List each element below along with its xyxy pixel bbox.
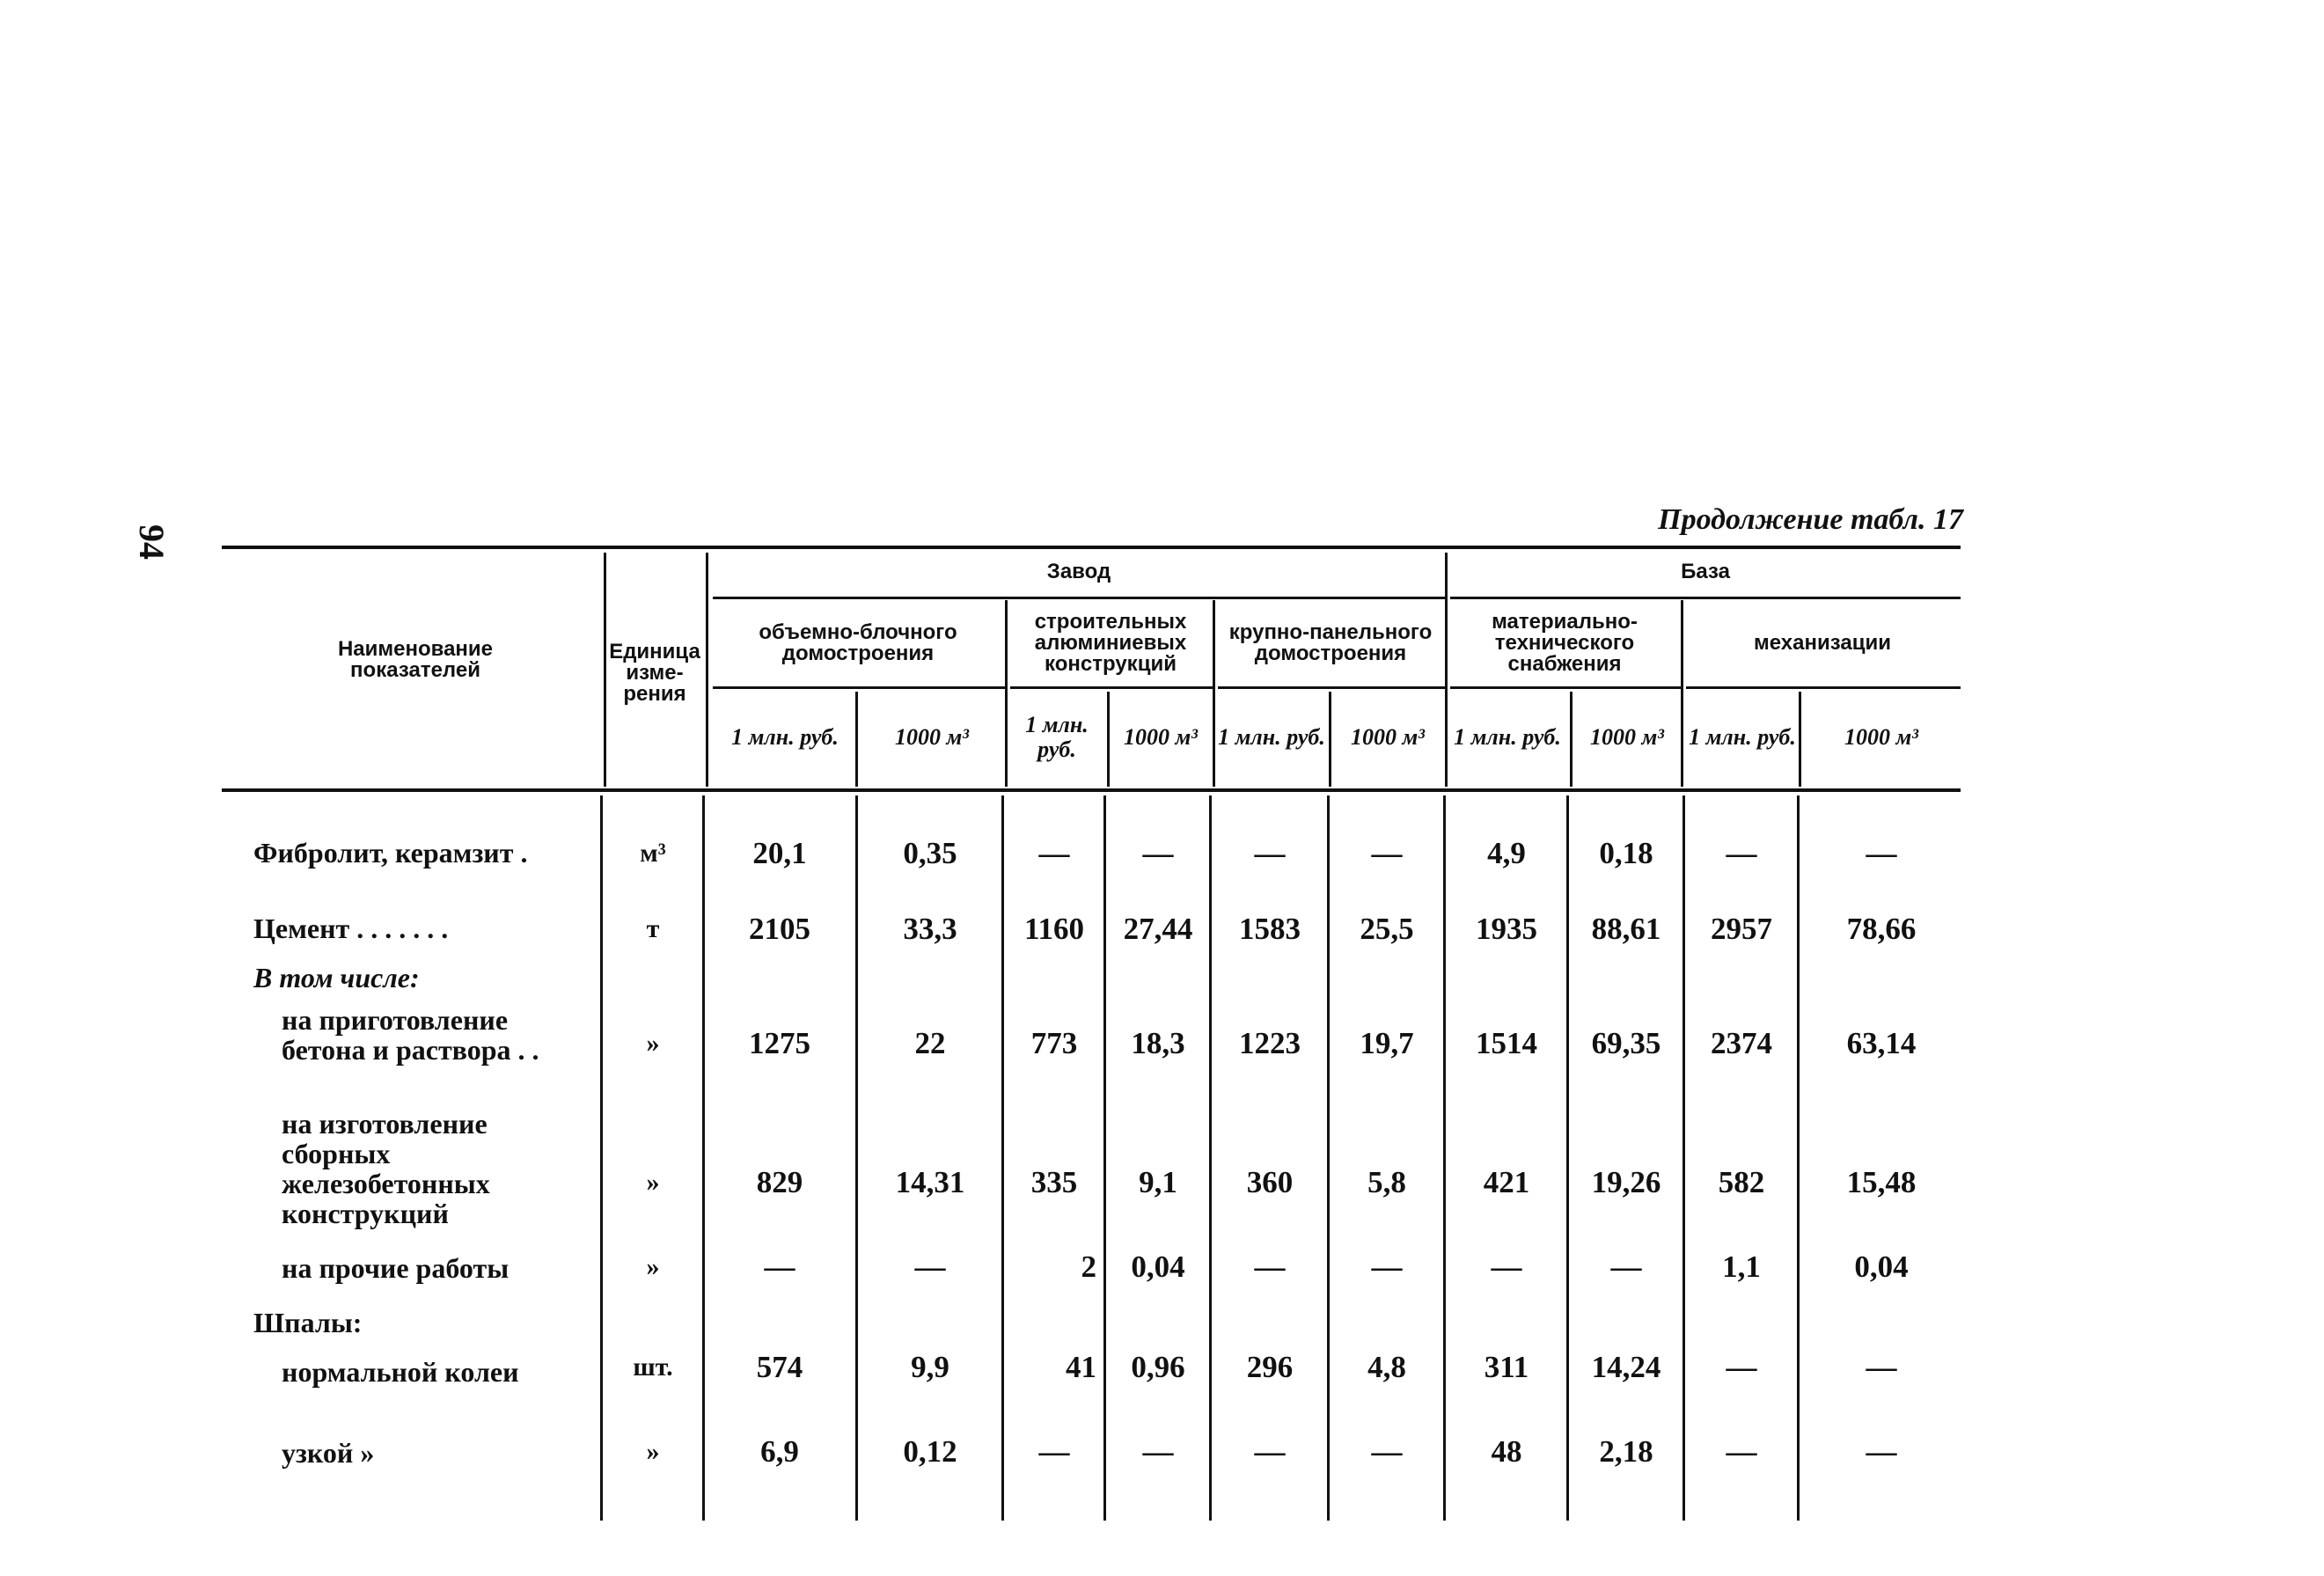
header-sub-2: строительных алюминиевых конструкций <box>1034 610 1187 676</box>
table-cell: — <box>1371 1434 1403 1469</box>
row-label: Фибролит, керамзит . <box>253 837 528 869</box>
table-cell: — <box>1142 836 1174 870</box>
table-cell: 19,26 <box>1591 1165 1661 1199</box>
group-rule-baza <box>1450 597 1961 599</box>
row-label: В том числе: <box>253 962 420 993</box>
table-cell: — <box>1726 1350 1757 1384</box>
table-cell-unit: м³ <box>640 839 666 868</box>
table-cell: — <box>1371 1250 1403 1284</box>
vrule <box>855 692 858 787</box>
table-cell: 360 <box>1246 1165 1294 1199</box>
table-cell: — <box>1254 1250 1286 1284</box>
sub-rule-2 <box>1010 686 1213 689</box>
vrule <box>1445 553 1448 787</box>
table-cell: — <box>1866 1350 1897 1384</box>
vrule <box>702 795 705 1521</box>
table-cell: 9,1 <box>1139 1165 1177 1199</box>
sub-rule-1 <box>713 686 1005 689</box>
table-cell: 14,24 <box>1591 1350 1661 1384</box>
vrule <box>604 553 606 787</box>
vrule <box>1799 692 1801 787</box>
table-cell: 2,18 <box>1599 1434 1653 1469</box>
table-cell: — <box>1610 1250 1642 1284</box>
row-label: на изготовление сборных железобетонных конструкций <box>282 1108 490 1229</box>
table-cell: 5,8 <box>1367 1165 1406 1199</box>
data-table <box>222 546 1961 1521</box>
table-cell: — <box>1254 836 1286 870</box>
header-unit-1000: 1000 м³ <box>1123 724 1199 750</box>
vrule <box>1103 795 1106 1521</box>
vrule <box>1570 692 1573 787</box>
table-cell: — <box>1038 836 1070 870</box>
header-name: Наименование показателей <box>337 637 494 682</box>
row-label: на прочие работы <box>282 1252 510 1284</box>
vrule <box>1209 795 1212 1521</box>
table-cell: 41 <box>1066 1350 1096 1384</box>
table-cell: 4,8 <box>1367 1350 1406 1384</box>
table-cell-unit: т <box>646 914 660 943</box>
table-cell: — <box>1371 836 1403 870</box>
vrule <box>1327 795 1330 1521</box>
table-cell: 48 <box>1491 1434 1522 1469</box>
table-cell-unit: » <box>646 1437 660 1466</box>
header-unit: Единица изме-рения <box>609 640 700 706</box>
row-label: узкой » <box>282 1437 375 1469</box>
page-number: 94 <box>132 524 172 560</box>
table-cell: 335 <box>1030 1165 1078 1199</box>
table-cell-unit: » <box>646 1168 660 1197</box>
header-unit-1000: 1000 м³ <box>1589 724 1665 750</box>
row-label: нормальной колеи <box>282 1356 519 1388</box>
table-cell: 0,12 <box>903 1434 957 1469</box>
table-cell: 14,31 <box>895 1165 965 1199</box>
table-cell: 574 <box>756 1350 803 1384</box>
header-unit-mln: 1 млн. руб. <box>1689 724 1796 750</box>
table-cell: 1160 <box>1023 912 1085 946</box>
table-cell: 0,96 <box>1131 1350 1185 1384</box>
table-cell: 2 <box>1081 1250 1096 1284</box>
table-cell-unit: » <box>646 1252 660 1281</box>
table-cell: 20,1 <box>752 836 807 870</box>
vrule <box>1213 600 1215 787</box>
header-unit-1000: 1000 м³ <box>1844 724 1919 750</box>
vrule <box>1005 600 1008 787</box>
table-cell: 18,3 <box>1131 1026 1185 1060</box>
header-bottom-rule <box>222 788 1961 792</box>
table-cell: 88,61 <box>1591 912 1661 946</box>
table-cell: 27,44 <box>1123 912 1193 946</box>
row-label: на приготовление бетона и раствора . . <box>282 1004 539 1066</box>
table-cell: 22 <box>914 1026 946 1060</box>
vrule <box>1329 692 1331 787</box>
table-cell: 19,7 <box>1360 1026 1414 1060</box>
header-sub-4: материально-технического снабжения <box>1492 610 1638 676</box>
table-cell: 2105 <box>749 912 810 946</box>
table-cell: 1,1 <box>1722 1250 1761 1284</box>
vrule <box>1681 600 1683 787</box>
header-unit-1000: 1000 м³ <box>894 724 970 750</box>
vrule <box>1797 795 1800 1521</box>
table-cell-unit: шт. <box>633 1352 673 1382</box>
header-baza: База <box>1681 560 1730 583</box>
top-rule <box>222 546 1961 549</box>
table-cell: 63,14 <box>1846 1026 1917 1060</box>
table-cell: — <box>1866 836 1897 870</box>
vrule <box>1443 795 1446 1521</box>
vrule <box>1107 692 1110 787</box>
table-cell: 78,66 <box>1846 912 1917 946</box>
table-cell: — <box>1726 1434 1757 1469</box>
table-cell: 1223 <box>1239 1026 1301 1060</box>
row-label: Цемент . . . . . . . <box>253 913 449 944</box>
table-cell: 69,35 <box>1591 1026 1661 1060</box>
table-cell: — <box>1142 1434 1174 1469</box>
table-cell: 0,35 <box>903 836 957 870</box>
header-sub-5: механизации <box>1754 631 1891 655</box>
table-cell: — <box>1254 1434 1286 1469</box>
header-unit-mln: 1 млн. руб. <box>1454 724 1561 750</box>
sub-rule-5 <box>1686 686 1961 689</box>
table-cell: 1514 <box>1476 1026 1537 1060</box>
vrule <box>1566 795 1569 1521</box>
header-unit-mln: 1 млн. руб. <box>731 724 839 750</box>
header-unit-mln: 1 млн. руб. <box>1218 724 1325 750</box>
table-cell: 2374 <box>1711 1026 1772 1060</box>
vrule <box>1001 795 1004 1521</box>
table-cell: — <box>1866 1434 1897 1469</box>
table-cell: — <box>1038 1434 1070 1469</box>
vrule <box>706 553 708 787</box>
table-cell: 0,04 <box>1131 1250 1185 1284</box>
group-rule-zavod <box>713 597 1445 599</box>
table-cell: 296 <box>1246 1350 1294 1384</box>
header-unit-mln: 1 млн. руб. <box>1025 712 1089 762</box>
row-label: Шпалы: <box>253 1307 363 1338</box>
table-cell: 0,18 <box>1599 836 1653 870</box>
table-cell: 25,5 <box>1360 912 1414 946</box>
header-unit-1000: 1000 м³ <box>1350 724 1426 750</box>
table-cell: 9,9 <box>911 1350 949 1384</box>
table-cell: 0,04 <box>1854 1250 1909 1284</box>
header-zavod: Завод <box>1046 560 1111 583</box>
table-cell: 829 <box>756 1165 803 1199</box>
table-cell: 1935 <box>1476 912 1537 946</box>
table-cell: — <box>1491 1250 1522 1284</box>
table-cell: 773 <box>1030 1026 1078 1060</box>
header-sub-1: объемно-блочного домостроения <box>759 620 957 665</box>
table-cell: — <box>1726 836 1757 870</box>
table-cell: 15,48 <box>1846 1165 1917 1199</box>
table-cell: — <box>914 1250 946 1284</box>
table-caption: Продолжение табл. 17 <box>1658 503 1963 536</box>
table-cell: 33,3 <box>903 912 957 946</box>
table-cell: 1583 <box>1239 912 1301 946</box>
table-cell: 1275 <box>749 1026 810 1060</box>
table-cell: 311 <box>1484 1350 1529 1384</box>
sub-rule-3 <box>1218 686 1445 689</box>
table-cell: 582 <box>1718 1165 1765 1199</box>
table-cell-unit: » <box>646 1029 660 1058</box>
sub-rule-4 <box>1450 686 1681 689</box>
table-cell: 2957 <box>1711 912 1772 946</box>
header-sub-3: крупно-панельного домостроения <box>1228 620 1433 665</box>
table-cell: 6,9 <box>760 1434 799 1469</box>
vrule <box>600 795 603 1521</box>
table-cell: 4,9 <box>1487 836 1526 870</box>
vrule <box>855 795 858 1521</box>
table-cell: — <box>764 1250 795 1284</box>
table-cell: 421 <box>1483 1165 1530 1199</box>
vrule <box>1683 795 1685 1521</box>
